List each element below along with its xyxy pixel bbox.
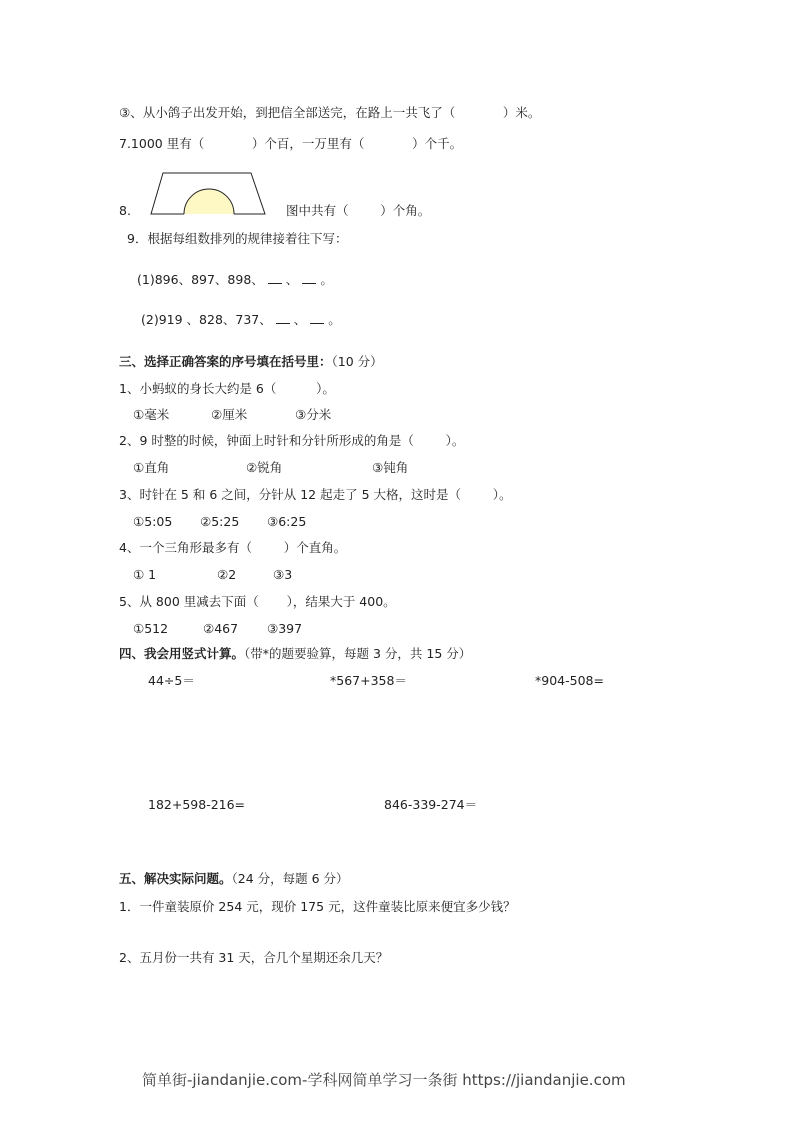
section-5-title: 五、解决实际问题。 bbox=[119, 871, 232, 886]
question-9-2 bbox=[141, 312, 341, 328]
choice-option: ①5:05 bbox=[133, 514, 173, 529]
period: 。 bbox=[320, 272, 333, 287]
calc-item: 44÷5＝ bbox=[148, 673, 195, 688]
choice-option: ③分米 bbox=[295, 407, 332, 422]
answer-blank[interactable] bbox=[302, 273, 316, 284]
choice-option: ①毫米 bbox=[133, 407, 170, 422]
calc-item: *904-508= bbox=[535, 673, 604, 688]
calc-item: 182+598-216= bbox=[148, 797, 246, 812]
choice-option: ① 1 bbox=[133, 567, 157, 582]
sequence-2: (2)919 、828、737、 bbox=[141, 312, 272, 327]
choice-question: 4、一个三角形最多有（ ）个直角。 bbox=[119, 540, 347, 555]
section-3-score: （10 分） bbox=[331, 354, 383, 369]
choice-option: ③6:25 bbox=[267, 514, 307, 529]
separator: 、 bbox=[285, 272, 299, 287]
period: 。 bbox=[328, 312, 341, 327]
section-4-note: （带*的题要验算，每题 3 分，共 15 分） bbox=[244, 646, 472, 661]
section-4-title: 四、我会用竖式计算。 bbox=[119, 646, 245, 661]
section-3-heading bbox=[119, 354, 383, 370]
choice-option: ②厘米 bbox=[211, 407, 248, 422]
separator: 、 bbox=[293, 312, 307, 327]
word-problem-2: 2、五月份一共有 31 天，合几个星期还余几天？ bbox=[119, 950, 389, 965]
section-3-title: 三、选择正确答案的序号填在括号里： bbox=[119, 354, 332, 369]
sequence-1: (1)896、897、898、 bbox=[137, 272, 264, 287]
question-9-1 bbox=[137, 272, 333, 288]
choice-question: 3、时针在 5 和 6 之间，分针从 12 起走了 5 大格，这时是（ ）。 bbox=[119, 487, 512, 502]
choice-option: ③397 bbox=[267, 621, 303, 636]
question-8-text: 图中共有（ ）个角。 bbox=[286, 203, 431, 218]
choice-question: 1、小蚂蚁的身长大约是 6（ ）。 bbox=[119, 381, 335, 396]
question-pigeon: ③、从小鸽子出发开始，到把信全部送完，在路上一共飞了（ ）米。 bbox=[119, 105, 541, 120]
question-9: 9．根据每组数排列的规律接着往下写： bbox=[127, 231, 348, 246]
section-5-heading bbox=[119, 871, 349, 887]
section-5-note: （24 分，每题 6 分） bbox=[231, 871, 349, 886]
calc-item: *567+358＝ bbox=[330, 673, 407, 688]
question-7: 7.1000 里有（ ）个百，一万里有（ ）个千。 bbox=[119, 136, 463, 151]
choice-option: ②锐角 bbox=[246, 460, 283, 475]
choice-question: 5、从 800 里减去下面（ ），结果大于 400。 bbox=[119, 594, 396, 609]
question-8-number: 8. bbox=[119, 203, 131, 218]
choice-option: ②2 bbox=[217, 567, 237, 582]
choice-question: 2、9 时整的时候，钟面上时针和分针所形成的角是（ ）。 bbox=[119, 433, 465, 448]
choice-option: ③钝角 bbox=[372, 460, 409, 475]
word-problem-1: 1．一件童装原价 254 元，现价 175 元，这件童装比原来便宜多少钱？ bbox=[119, 899, 516, 914]
choice-option: ③3 bbox=[273, 567, 293, 582]
calc-item: 846-339-274＝ bbox=[384, 797, 478, 812]
answer-blank[interactable] bbox=[276, 313, 290, 324]
choice-option: ①512 bbox=[133, 621, 169, 636]
answer-blank[interactable] bbox=[268, 273, 282, 284]
footer-watermark: 简单街-jiandanjie.com-学科网简单学习一条街 https://jiandanjie.com bbox=[142, 1071, 626, 1089]
answer-blank[interactable] bbox=[310, 313, 324, 324]
section-4-heading bbox=[119, 646, 471, 662]
choice-option: ②5:25 bbox=[200, 514, 240, 529]
trapezoid-figure bbox=[148, 170, 268, 216]
choice-option: ①直角 bbox=[133, 460, 170, 475]
choice-option: ②467 bbox=[203, 621, 239, 636]
